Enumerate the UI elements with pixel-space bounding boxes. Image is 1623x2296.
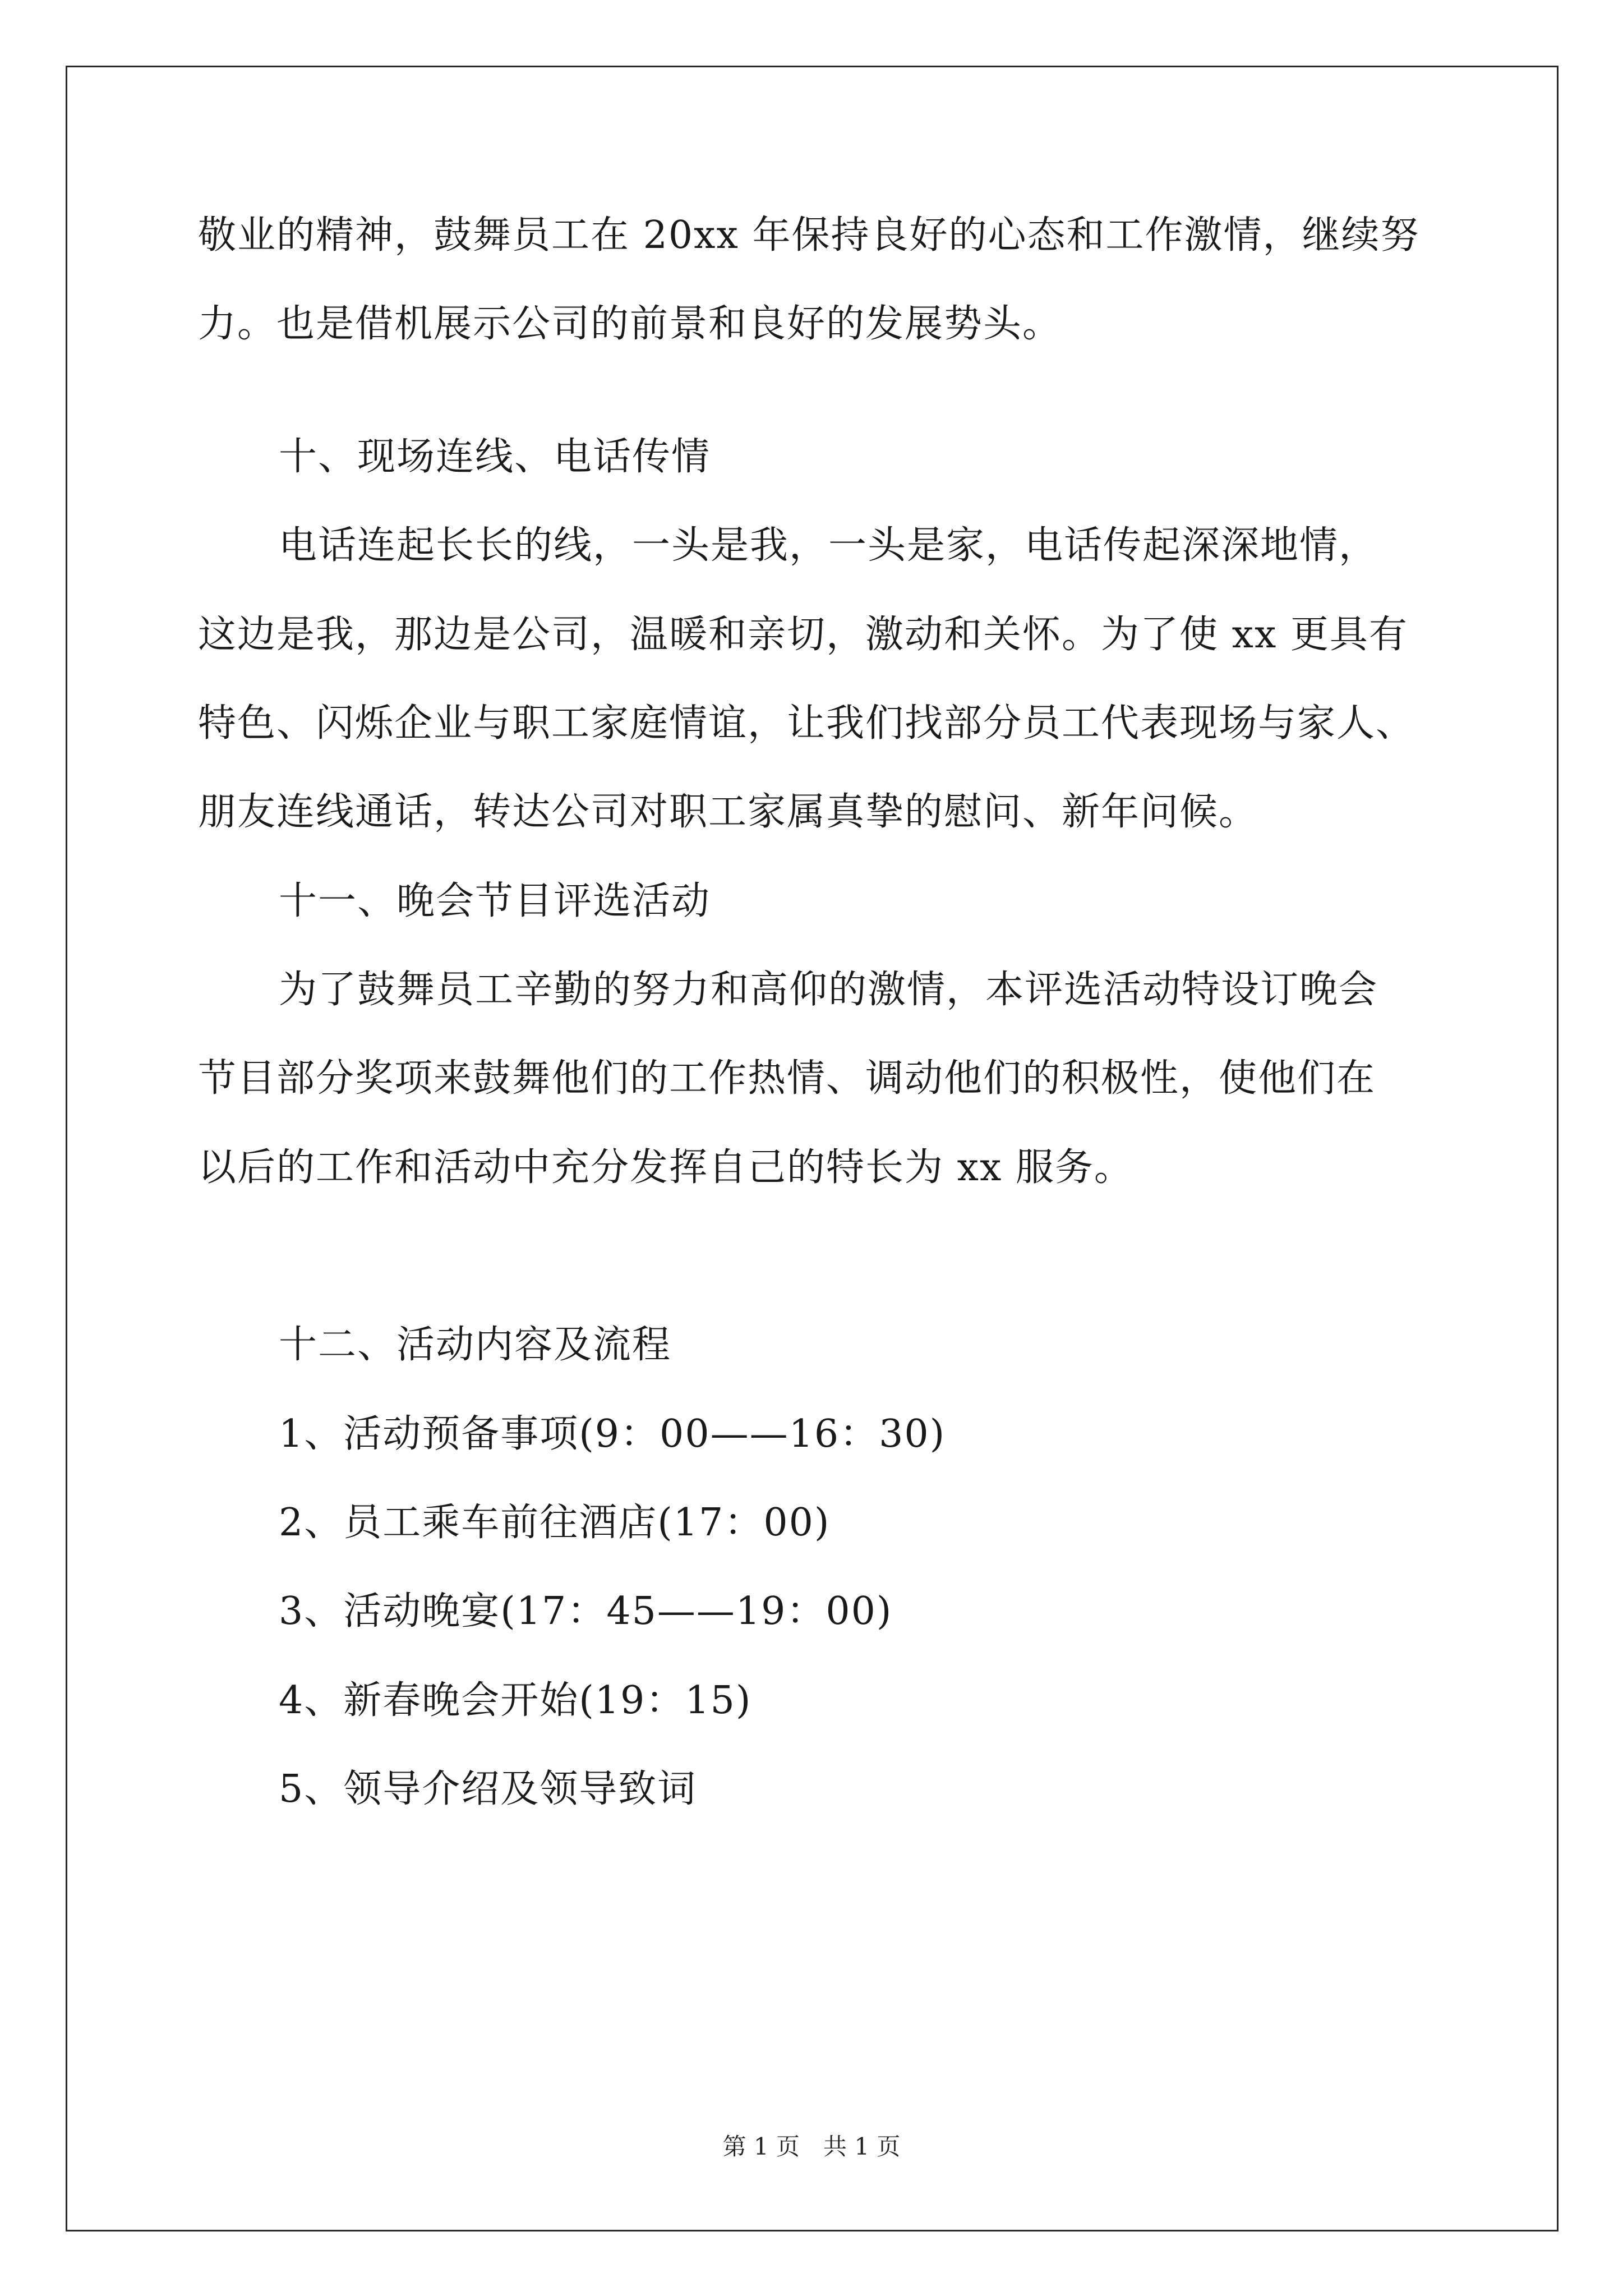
section-heading-10: 十、现场连线、电话传情 (279, 435, 711, 479)
paragraph-line: 为了鼓舞员工辛勤的努力和高仰的激情，本评选活动特设订晚会 (279, 968, 1378, 1012)
paragraph-line: 电话连起长长的线，一头是我，一头是家，电话传起深深地情， (279, 523, 1378, 568)
section-heading-11: 十一、晚会节目评选活动 (279, 879, 711, 923)
paragraph-line: 节目部分奖项来鼓舞他们的工作热情、调动他们的积极性，使他们在 (198, 1056, 1376, 1101)
list-item: 2、员工乘车前往酒店(17：00) (279, 1501, 831, 1545)
paragraph-line: 力。也是借机展示公司的前景和良好的发展势头。 (198, 302, 1062, 346)
paragraph-line: 这边是我，那边是公司，温暖和亲切，激动和关怀。为了使 xx 更具有 (198, 613, 1408, 657)
list-item: 1、活动预备事项(9：00——16：30) (279, 1412, 946, 1456)
paragraph-line: 敬业的精神，鼓舞员工在 20xx 年保持良好的心态和工作激情，继续努 (198, 213, 1420, 257)
list-item: 4、新春晚会开始(19：15) (279, 1678, 752, 1723)
page-footer: 第 1 页 共 1 页 (722, 2133, 901, 2160)
list-item: 5、领导介绍及领导致词 (279, 1767, 697, 1811)
list-item: 3、活动晚宴(17：45——19：00) (279, 1589, 893, 1634)
paragraph-line: 特色、闪烁企业与职工家庭情谊，让我们找部分员工代表现场与家人、 (198, 701, 1415, 746)
paragraph-line: 以后的工作和活动中充分发挥自己的特长为 xx 服务。 (198, 1145, 1133, 1190)
section-heading-12: 十二、活动内容及流程 (279, 1323, 672, 1367)
paragraph-line: 朋友连线通话，转达公司对职工家属真挚的慰问、新年问候。 (198, 790, 1258, 834)
